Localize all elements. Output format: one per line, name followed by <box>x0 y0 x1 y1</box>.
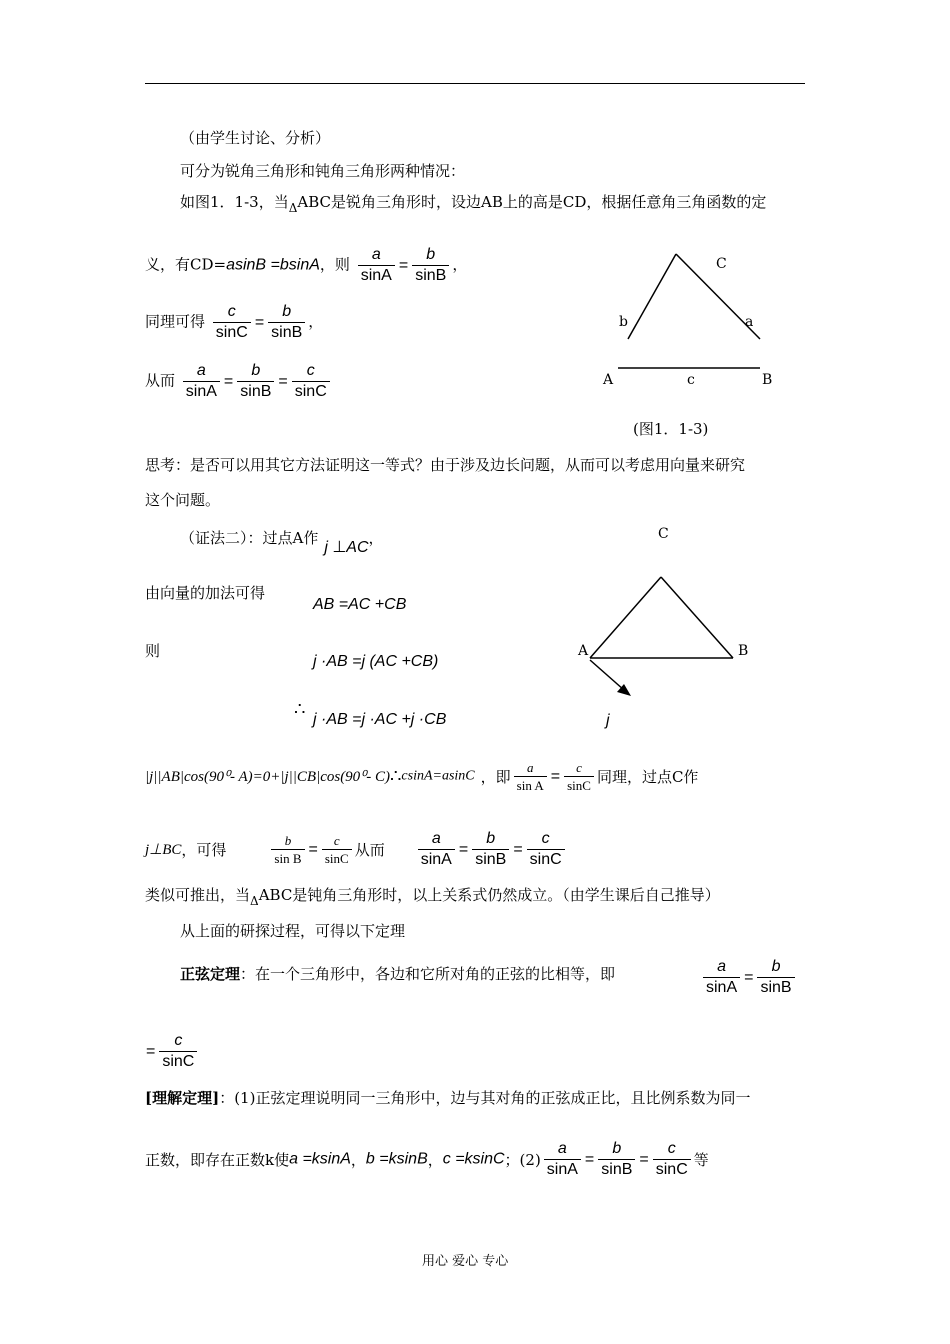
text-then: 则 <box>145 642 161 660</box>
fraction-a-over-sinA <box>703 958 740 997</box>
text-segment: 义，有CD= <box>145 255 227 274</box>
paragraph-obtuse-case <box>145 884 720 908</box>
label-vertex-B: B <box>762 372 773 388</box>
numerator: a <box>557 1140 567 1157</box>
denominator: sinC <box>159 1051 197 1071</box>
denominator: sinC <box>653 1159 691 1179</box>
numerator: b <box>282 303 292 320</box>
paragraph-research: 从上面的研探过程，可得以下定理 <box>180 922 406 940</box>
equals-sign: = <box>458 840 469 858</box>
equals-sign: = <box>398 256 409 274</box>
fraction-a-over-sinA <box>544 1140 581 1179</box>
denominator: sinB <box>412 265 449 285</box>
numerator: b <box>251 362 261 379</box>
text-segment: 等 <box>693 1151 709 1169</box>
text-segment: 类似可推出，当 <box>145 886 251 904</box>
paragraph-sine-theorem <box>180 963 615 984</box>
fraction-c-over-sinC <box>322 833 352 866</box>
numerator: b <box>426 246 436 263</box>
text-segment: 从而 <box>354 841 385 859</box>
equals-sign: = <box>513 840 523 858</box>
label-vertex-A: A <box>578 643 589 659</box>
numerator: c <box>541 830 550 847</box>
paragraph-two-cases: 可分为锐角三角形和钝角三角形两种情况： <box>180 162 466 180</box>
text-segment: 同理，过点C作 <box>596 768 699 786</box>
denominator: sinA <box>358 265 395 285</box>
paragraph-discussion: （由学生讨论、分析） <box>180 129 331 147</box>
math-expression: asinB =bsinA <box>226 256 320 274</box>
triangle-symbol: Δ <box>250 894 259 908</box>
math-expression: b =ksinB <box>365 1150 428 1168</box>
equation-dot-expansion: j ·AB =j ·AC +j ·CB <box>313 711 447 728</box>
equals-sign: = <box>744 968 754 986</box>
math-expression: a =ksinA <box>289 1150 351 1168</box>
text-segment: 同理可得 <box>145 312 206 331</box>
numerator: c <box>227 303 236 320</box>
paragraph-think-cont: 这个问题。 <box>145 491 221 509</box>
text-segment: ， <box>308 312 324 331</box>
fraction-b-over-sinB <box>598 1140 635 1179</box>
math-expression: j ⊥AC <box>324 539 369 556</box>
page-footer: 用心 爱心 专心 <box>422 1254 509 1269</box>
triangle-symbol: Δ <box>288 201 298 215</box>
denominator: sinB <box>472 849 509 869</box>
denominator: sinC <box>322 849 352 866</box>
text-segment: ， <box>452 255 468 274</box>
paragraph-think: 思考：是否可以用其它方法证明这一等式？由于涉及边长问题，从而可以考虑用向量来研究 <box>145 456 746 474</box>
denominator: sinA <box>183 381 220 401</box>
denominator: sinC <box>564 776 594 793</box>
equals-sign: = <box>146 1042 156 1060</box>
paragraph-vector-addition: 由向量的加法可得 <box>145 584 266 602</box>
denominator: sinB <box>268 322 305 342</box>
label-side-b: b <box>619 314 628 330</box>
numerator: a <box>526 760 534 775</box>
equals-sign: = <box>584 1150 595 1168</box>
label-vertex-A: A <box>603 372 614 388</box>
text-segment: ；(2) <box>504 1151 541 1169</box>
theorem-fraction-c <box>145 1032 200 1071</box>
text-segment: ，可得 <box>181 841 227 859</box>
denominator: sin B <box>271 849 304 866</box>
theorem-title: 正弦定理 <box>180 965 241 983</box>
equals-sign: = <box>308 840 318 858</box>
denominator: sinA <box>418 849 455 869</box>
paragraph-cosine-relation <box>145 760 698 793</box>
equation-dot-product: j ·AB =j (AC +CB) <box>313 653 439 670</box>
math-expression: c =ksinC <box>442 1150 505 1168</box>
therefore-symbol: ∴ <box>294 699 306 720</box>
denominator: sinC <box>213 322 251 342</box>
equation-vector-sum: AB =AC +CB <box>313 596 407 613</box>
numerator: c <box>174 1032 183 1049</box>
side-AC <box>590 577 661 658</box>
fraction-b-over-sinB <box>271 833 304 866</box>
fraction-c-over-sinC <box>564 760 594 793</box>
side-CB <box>661 577 733 658</box>
paragraph-positive-k: 正数，即存在正数k使a =ksinA，b =ksinB，c =ksinC；(2) $\frac{a}{\sin A}$ = $\frac{b}{\sin B}$ = $\frac{c}{\sin C}$ 等 <box>145 1140 709 1178</box>
numerator: a <box>196 362 206 379</box>
numerator: b <box>284 833 292 848</box>
paragraph-perp-BC <box>145 830 568 869</box>
denominator: sinA <box>544 1159 581 1179</box>
text-segment: ABC是锐角三角形时，设边AB上的高是CD，根据任意角三角函数的定 <box>297 193 767 211</box>
numerator: a <box>431 830 441 847</box>
equals-sign: = <box>254 313 265 331</box>
text-segment: （证法二）：过点A作 <box>180 529 319 547</box>
equation-csinA: csinA=asinC <box>401 768 475 784</box>
numerator: b <box>612 1140 622 1157</box>
vector-j-arrow <box>590 660 624 690</box>
denominator: sinC <box>292 381 330 401</box>
label-vertex-C: C <box>716 256 727 272</box>
paragraph-understand <box>145 1087 750 1108</box>
denominator: sinB <box>598 1159 635 1179</box>
equals-sign: = <box>223 372 234 390</box>
numerator: c <box>576 760 582 775</box>
text-segment: 从而 <box>145 371 176 390</box>
therefore-symbol: ∴ <box>389 766 402 787</box>
numerator: c <box>306 362 315 379</box>
label-vector-j: j <box>606 712 610 729</box>
equals-sign: = <box>278 372 288 390</box>
label-side-c: c <box>687 372 695 388</box>
text-segment: ， <box>368 529 384 547</box>
equation-cosine: |j||AB|cos(90⁰- A)=0+|j||CB|cos(90⁰- C) <box>145 769 390 785</box>
figure-caption: (图1．1-3) <box>633 420 709 438</box>
fraction-c-over-sinC <box>159 1032 197 1071</box>
fraction-c-over-sinC <box>527 830 565 869</box>
label-vertex-B: B <box>738 643 749 659</box>
numerator: b <box>771 958 781 975</box>
denominator: sinB <box>757 977 794 997</box>
text-segment: ：(1)正弦定理说明同一三角形中，边与其对角的正弦成正比，且比例系数为同一 <box>219 1089 751 1107</box>
numerator: a <box>717 958 727 975</box>
text-segment: ABC是钝角三角形时，以上关系式仍然成立。（由学生课后自己推导） <box>258 886 720 904</box>
label-vertex-C: C <box>658 526 669 542</box>
understand-title: [理解定理] <box>145 1089 220 1107</box>
denominator: sin A <box>514 776 547 793</box>
denominator: sinA <box>703 977 740 997</box>
fraction-b-over-sinB <box>757 958 794 997</box>
equals-sign: = <box>550 767 561 785</box>
numerator: c <box>333 833 340 848</box>
math-expression: j⊥BC <box>145 842 182 858</box>
equals-sign: = <box>639 1150 649 1168</box>
denominator: sinB <box>237 381 274 401</box>
fraction-a-over-sinA <box>514 760 547 793</box>
numerator: b <box>486 830 496 847</box>
denominator: sinC <box>527 849 565 869</box>
fraction-a-over-sinA <box>418 830 455 869</box>
text-segment: ，则 <box>319 255 350 274</box>
theorem-fractions <box>700 958 798 997</box>
numerator: c <box>667 1140 676 1157</box>
fraction-c-over-sinC <box>653 1140 691 1179</box>
text-segment: 正数，即存在正数k使 <box>145 1151 290 1169</box>
text-segment: ：在一个三角形中，各边和它所对角的正弦的比相等，即 <box>240 965 616 983</box>
numerator: a <box>371 246 381 263</box>
text-segment: 如图1．1-3，当 <box>180 193 289 211</box>
label-side-a: a <box>745 314 754 330</box>
text-segment: ，即 <box>480 768 511 786</box>
fraction-b-over-sinB <box>472 830 509 869</box>
